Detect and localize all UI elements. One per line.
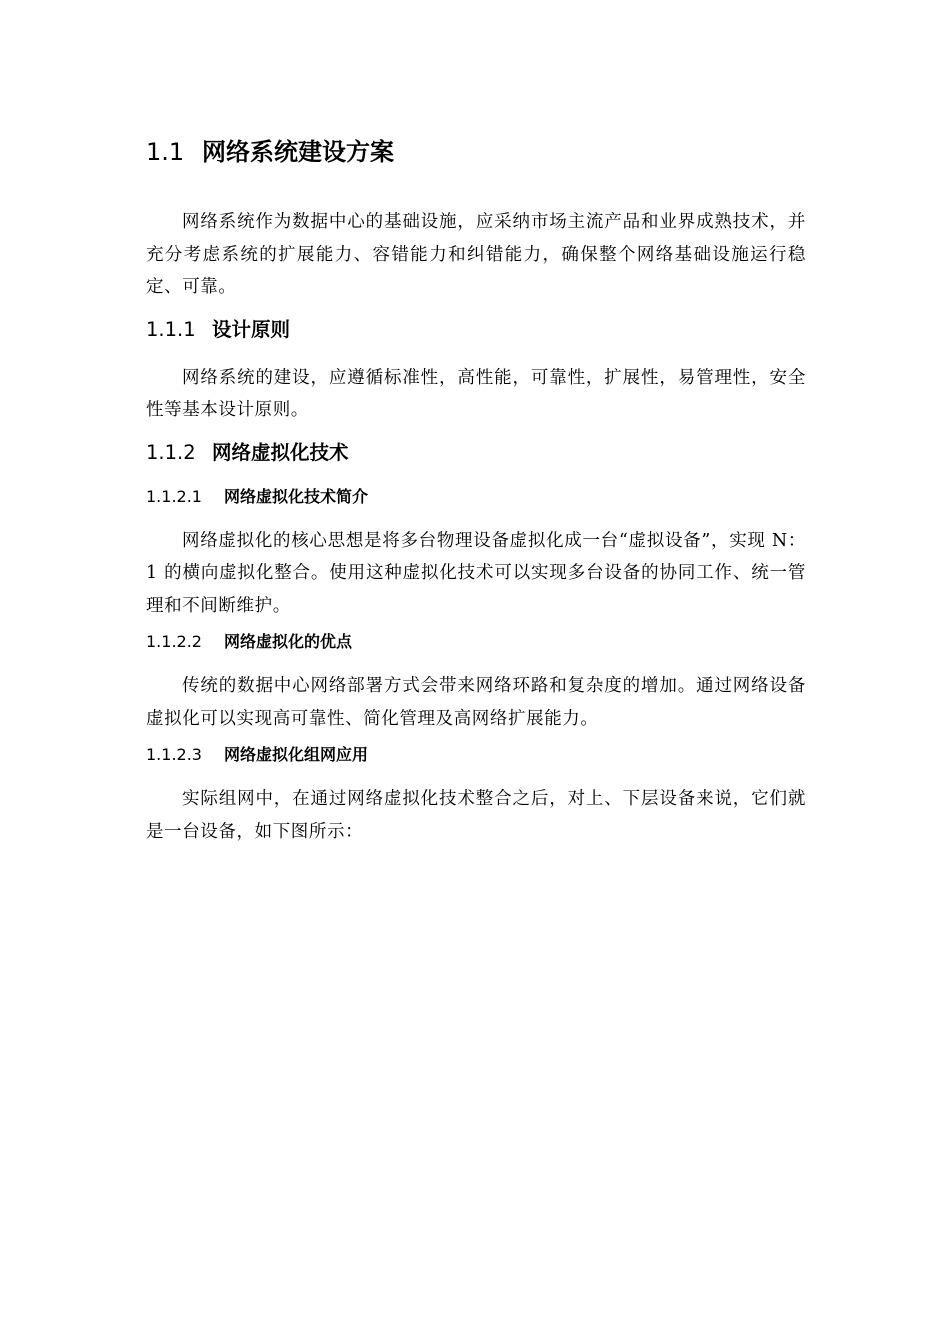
subsubsection-heading-advantages <box>146 630 806 654</box>
section-number: 1.1 <box>146 138 185 166</box>
subsection-number: 1.1.1 <box>146 317 196 341</box>
subsubsection-number: 1.1.2.3 <box>146 745 202 764</box>
subsubsection-heading-intro <box>146 485 806 509</box>
section-heading <box>146 136 806 168</box>
section-title: 网络系统建设方案 <box>202 138 394 166</box>
subsubsection-number: 1.1.2.1 <box>146 486 202 506</box>
virtualization-application-paragraph: 实际组网中，在通过网络虚拟化技术整合之后，对上、下层设备来说，它们就是一台设备，如下图所示： <box>146 789 806 842</box>
subsubsection-heading-application <box>146 743 806 767</box>
design-principles-paragraph: 网络系统的建设，应遵循标准性，高性能，可靠性，扩展性，易管理性，安全性等基本设计原则。 <box>146 367 806 420</box>
subsubsection-title: 网络虚拟化技术简介 <box>224 486 369 506</box>
virtualization-intro-paragraph: 网络虚拟化的核心思想是将多台物理设备虚拟化成一台“虚拟设备”，实现 N：1 的横向虚拟化整合。使用这种虚拟化技术可以实现多台设备的协同工作、统一管理和不间断维护。 <box>146 530 806 616</box>
subsection-title: 网络虚拟化技术 <box>212 440 349 464</box>
subsection-title: 设计原则 <box>212 317 291 341</box>
subsubsection-title: 网络虚拟化的优点 <box>224 632 353 651</box>
section-intro-paragraph: 网络系统作为数据中心的基础设施，应采纳市场主流产品和业界成熟技术，并充分考虑系统的扩展能力、容错能力和纠错能力，确保整个网络基础设施运行稳定、可靠。 <box>146 212 806 297</box>
subsection-number: 1.1.2 <box>146 440 196 464</box>
subsection-heading-design-principles <box>146 316 806 344</box>
subsection-heading-virtualization <box>146 439 806 467</box>
document-body <box>146 136 806 860</box>
virtualization-advantages-paragraph: 传统的数据中心网络部署方式会带来网络环路和复杂度的增加。通过网络设备虚拟化可以实现高可靠性、简化管理及高网络扩展能力。 <box>146 676 806 729</box>
subsubsection-number: 1.1.2.2 <box>146 632 202 651</box>
subsubsection-title: 网络虚拟化组网应用 <box>224 745 369 764</box>
